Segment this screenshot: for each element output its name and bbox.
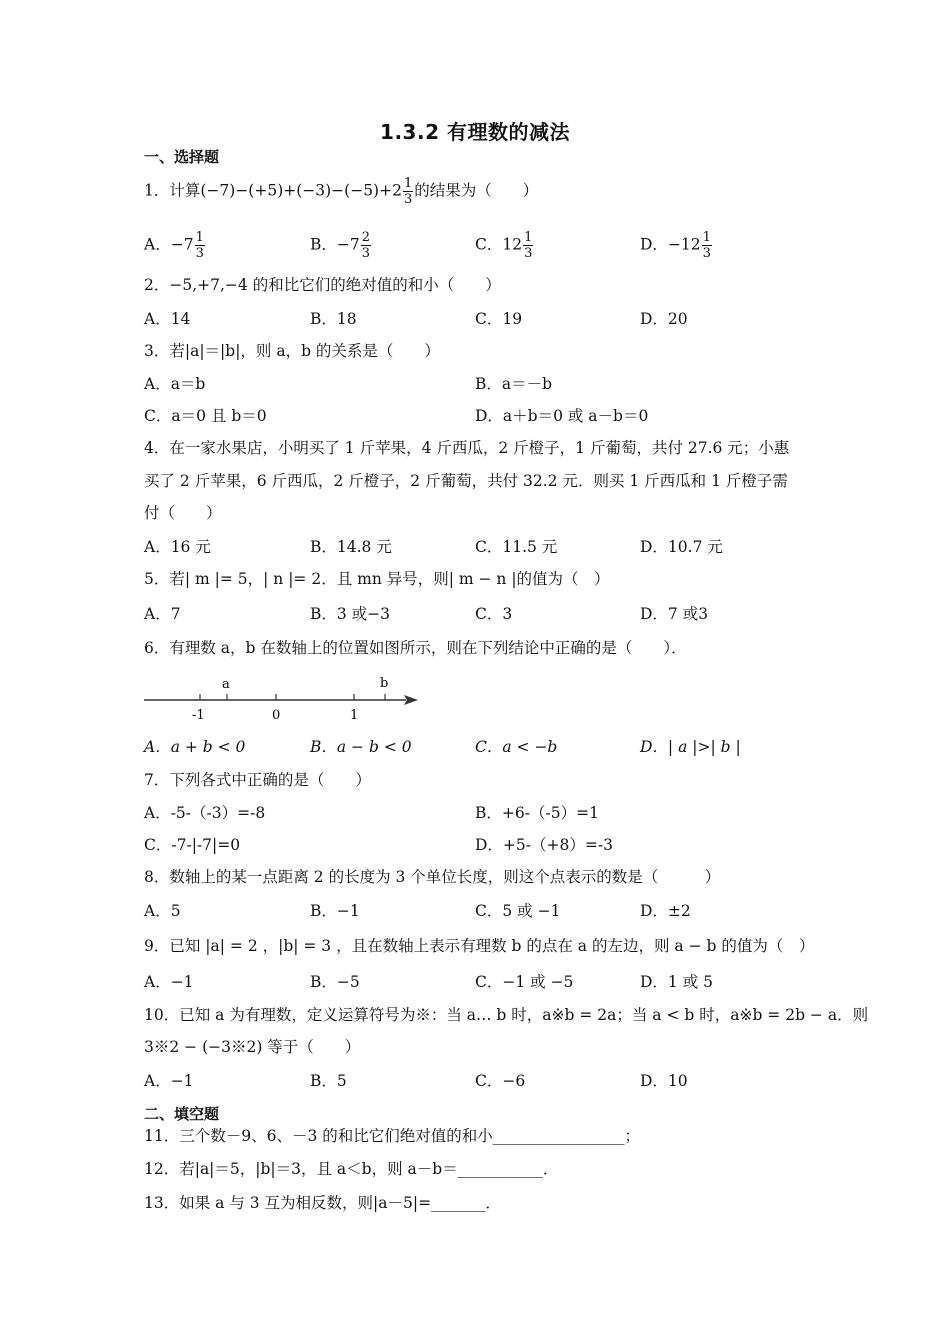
q1-option-d[interactable]: D．−12 $\frac{1}{3}$ xyxy=(640,230,711,261)
q10-option-c[interactable]: C．−6 xyxy=(475,1072,526,1090)
question-2: 2．−5,+7,−4 的和比它们的绝对值的和小（ ） xyxy=(144,276,501,294)
q3-option-a[interactable]: A．a＝b xyxy=(144,375,206,393)
q6-option-a[interactable]: A．a + b < 0 xyxy=(144,738,246,756)
question-5: 5．若| m |= 5，| n |= 2．且 mn 异号，则| m − n |的值为（ ） xyxy=(144,570,610,588)
question-4-line-1: 4．在一家水果店，小明买了 1 斤苹果，4 斤西瓜，2 斤橙子，1 斤葡萄，共付 27.6 元；小惠 xyxy=(144,439,790,457)
question-9: 9．已知 |a| = 2 ，|b| = 3 ，且在数轴上表示有理数 b 的点在 a 的左边，则 a − b 的值为（ ） xyxy=(144,937,815,955)
label-b: b xyxy=(380,676,389,691)
q1-fraction xyxy=(403,176,413,207)
q7-option-b[interactable]: B．+6-（-5）=1 xyxy=(475,804,599,822)
page-title: 1.3.2 有理数的减法 xyxy=(380,120,570,144)
section-choice: 一、选择题 xyxy=(144,148,220,166)
question-6: 6．有理数 a，b 在数轴上的位置如图所示，则在下列结论中正确的是（ ）． xyxy=(144,639,687,657)
q4-option-b[interactable]: B．14.8 元 xyxy=(310,538,392,556)
q7-option-a[interactable]: A．-5-（-3）=-8 xyxy=(144,804,266,822)
label-one: 1 xyxy=(350,708,359,723)
q5-option-d[interactable]: D．7 或3 xyxy=(640,605,709,623)
q3-option-c[interactable]: C．a＝0 且 b＝0 xyxy=(144,407,267,425)
question-12: 12．若|a|＝5，|b|＝3，且 a＜b，则 a－b＝___________． xyxy=(144,1160,559,1178)
q6-option-d[interactable]: D．| a |>| b | xyxy=(640,738,741,756)
q4-option-d[interactable]: D．10.7 元 xyxy=(640,538,723,556)
question-10-line-2: 3※2 − (−3※2) 等于（ ） xyxy=(144,1038,361,1056)
question-3: 3．若|a|＝|b|，则 a，b 的关系是（ ） xyxy=(144,342,440,360)
q9-option-d[interactable]: D．1 或 5 xyxy=(640,973,714,991)
question-4-line-3: 付（ ） xyxy=(144,504,222,522)
q1-prefix: 1．计算 xyxy=(144,181,201,200)
question-10-line-1: 10．已知 a 为有理数，定义运算符号为※：当 a… b 时，a※b = 2a；当 a < b 时，a※b = 2b − a．则 xyxy=(144,1006,869,1024)
q8-option-b[interactable]: B．−1 xyxy=(310,902,360,920)
q1-suffix: 的结果为（ ） xyxy=(414,181,539,200)
q4-option-a[interactable]: A．16 元 xyxy=(144,538,211,556)
q1-frac-den: 3 xyxy=(403,192,413,207)
number-line-figure xyxy=(144,672,424,724)
question-13: 13．如果 a 与 3 互为相反数，则|a－5|=_______． xyxy=(144,1194,501,1212)
q1-option-b[interactable]: B．−7 $\frac{2}{3}$ xyxy=(310,230,371,261)
q3-option-b[interactable]: B．a＝－b xyxy=(475,375,553,393)
label-minus-1: -1 xyxy=(192,708,205,723)
label-zero: 0 xyxy=(272,708,281,723)
q10-option-b[interactable]: B．5 xyxy=(310,1072,347,1090)
section-fill: 二、填空题 xyxy=(144,1105,220,1123)
question-1 xyxy=(144,176,538,207)
q1-option-c[interactable]: C．12 $\frac{1}{3}$ xyxy=(475,230,533,261)
q6-option-c[interactable]: C．a < −b xyxy=(475,738,558,756)
question-11: 11．三个数－9、6、－3 的和比它们绝对值的和小_________________； xyxy=(144,1127,640,1145)
q7-option-c[interactable]: C．-7-|-7|=0 xyxy=(144,836,241,854)
q5-option-a[interactable]: A．7 xyxy=(144,605,181,623)
q5-option-c[interactable]: C．3 xyxy=(475,605,513,623)
q4-option-c[interactable]: C．11.5 元 xyxy=(475,538,558,556)
q10-option-a[interactable]: A．−1 xyxy=(144,1072,194,1090)
q8-option-a[interactable]: A．5 xyxy=(144,902,181,920)
q1-frac-num: 1 xyxy=(403,176,413,191)
q1-option-a[interactable]: A．−7 $\frac{1}{3}$ xyxy=(144,230,204,261)
q5-option-b[interactable]: B．3 或−3 xyxy=(310,605,391,623)
q8-option-d[interactable]: D．±2 xyxy=(640,902,691,920)
q2-option-b[interactable]: B．18 xyxy=(310,310,357,328)
label-a: a xyxy=(222,677,230,692)
q3-option-d[interactable]: D．a＋b＝0 或 a－b＝0 xyxy=(475,407,649,425)
q9-option-b[interactable]: B．−5 xyxy=(310,973,360,991)
q9-option-a[interactable]: A．−1 xyxy=(144,973,194,991)
question-7: 7．下列各式中正确的是（ ） xyxy=(144,771,371,789)
arrow-icon xyxy=(404,695,418,705)
q6-option-b[interactable]: B．a − b < 0 xyxy=(310,738,412,756)
q2-option-c[interactable]: C．19 xyxy=(475,310,523,328)
q2-option-a[interactable]: A．14 xyxy=(144,310,191,328)
q7-option-d[interactable]: D．+5-（+8）=-3 xyxy=(475,836,613,854)
q2-option-d[interactable]: D．20 xyxy=(640,310,688,328)
question-8: 8．数轴上的某一点距离 2 的长度为 3 个单位长度，则这个点表示的数是（ ） xyxy=(144,868,721,886)
q10-option-d[interactable]: D．10 xyxy=(640,1072,688,1090)
question-4-line-2: 买了 2 斤苹果，6 斤西瓜，2 斤橙子，2 斤葡萄，共付 32.2 元．则买 1 斤西瓜和 1 斤橙子需 xyxy=(144,472,788,490)
q1-expr: (−7)−(+5)+(−3)−(−5)+2 xyxy=(200,181,402,200)
q8-option-c[interactable]: C．5 或 −1 xyxy=(475,902,561,920)
q9-option-c[interactable]: C．−1 或 −5 xyxy=(475,973,574,991)
